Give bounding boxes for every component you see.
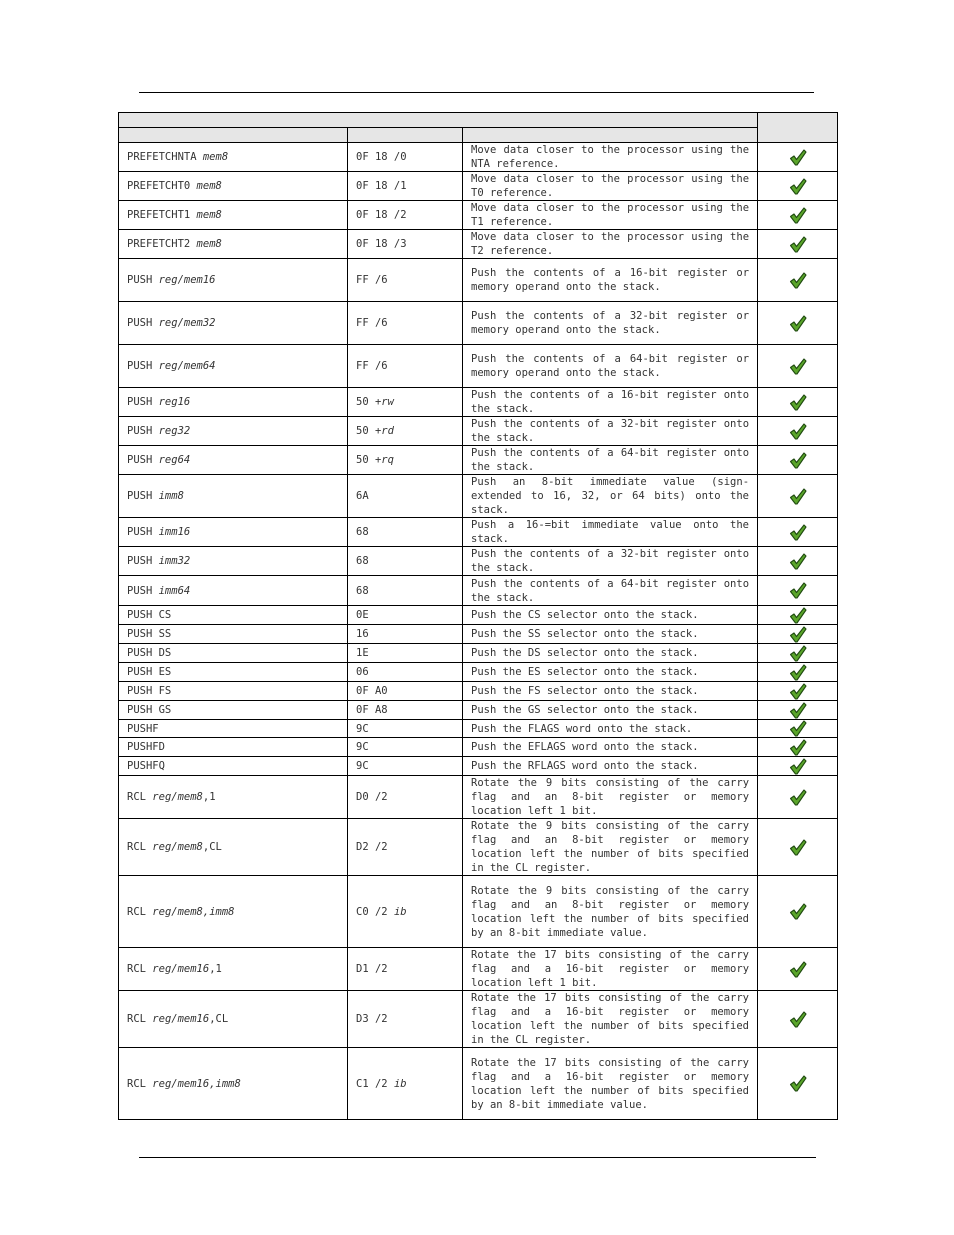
description-cell: Push the CS selector onto the stack. (463, 606, 758, 625)
support-cell (758, 172, 838, 201)
opcode-cell (348, 663, 463, 682)
green-check-icon (789, 789, 807, 806)
opcode-text: FF /6 (356, 317, 388, 329)
table-row (119, 201, 838, 230)
description-cell: Rotate the 9 bits consisting of the carry flag and an 8-bit register or memory location left the number of bits specified by an 8-bit immediate value. (463, 876, 758, 948)
table-row (119, 701, 838, 720)
support-cell (758, 576, 838, 606)
mnemonic-text: PUSHF (127, 722, 159, 735)
mnemonic-cell (119, 518, 348, 547)
operand-text: imm8 (158, 490, 184, 502)
green-check-icon (789, 178, 807, 195)
mnemonic-cell (119, 446, 348, 475)
support-cell (758, 518, 838, 547)
operand-suffix-text: ,1 (209, 963, 222, 975)
table-row (119, 720, 838, 738)
mnemonic-text: RCL (127, 905, 153, 918)
operand-text: reg/mem16,imm8 (152, 1077, 241, 1090)
operand-text: reg/mem8,imm8 (152, 905, 235, 918)
operand-text: imm16 (158, 526, 191, 538)
opcode-cell (348, 682, 463, 701)
opcode-cell (348, 819, 463, 876)
mnemonic-text: RCL (127, 1077, 153, 1090)
table-row (119, 345, 838, 388)
description-cell: Push the contents of a 64-bit register or memory operand onto the stack. (463, 345, 758, 388)
operand-text: reg32 (158, 425, 191, 437)
opcode-cell (348, 547, 463, 576)
mnemonic-cell (119, 682, 348, 701)
green-check-icon (789, 149, 807, 166)
support-cell (758, 606, 838, 625)
green-check-icon (789, 1011, 807, 1028)
description-cell: Push the contents of a 32-bit register onto the stack. (463, 417, 758, 446)
mnemonic-text: RCL (127, 791, 153, 803)
support-cell (758, 259, 838, 302)
green-check-icon (789, 452, 807, 469)
description-cell: Push an 8-bit immediate value (sign-extended to 16, 32, or 64 bits) onto the stack. (463, 475, 758, 518)
support-cell (758, 663, 838, 682)
opcode-text: D0 /2 (356, 791, 388, 803)
mnemonic-text: RCL (127, 963, 153, 975)
description-cell: Push a 16-=bit immediate value onto the stack. (463, 518, 758, 547)
opcode-suffix-text: ib (393, 905, 407, 918)
mnemonic-cell (119, 417, 348, 446)
opcode-text: 0F 18 /3 (356, 238, 407, 250)
mnemonic-cell (119, 143, 348, 172)
mnemonic-text: PUSH (127, 274, 159, 286)
opcode-text: 50 (356, 454, 375, 466)
instruction-table-body (119, 113, 838, 1120)
green-check-icon (789, 961, 807, 978)
mnemonic-cell (119, 576, 348, 606)
operand-text: mem8 (196, 209, 222, 221)
mnemonic-text: PUSH (127, 317, 159, 329)
description-cell: Move data closer to the processor using the T1 reference. (463, 201, 758, 230)
mnemonic-cell (119, 475, 348, 518)
opcode-cell (348, 230, 463, 259)
green-check-icon (789, 626, 807, 643)
mnemonic-text: PUSH ES (127, 666, 172, 678)
mnemonic-text: PUSHFD (127, 741, 165, 753)
mnemonic-text: PUSH SS (127, 628, 172, 640)
support-cell (758, 417, 838, 446)
opcode-text: FF /6 (356, 274, 388, 286)
mnemonic-text: PUSH (127, 555, 159, 567)
operand-text: mem8 (202, 151, 229, 163)
mnemonic-text: PREFETCHT2 (127, 238, 197, 250)
operand-text: reg/mem32 (158, 317, 216, 329)
opcode-text: 9C (356, 722, 369, 735)
green-check-icon (789, 394, 807, 411)
footer-rule (139, 1157, 816, 1158)
mnemonic-text: PUSH (127, 584, 159, 597)
operand-text: reg/mem16 (158, 274, 216, 286)
mnemonic-cell (119, 776, 348, 819)
opcode-text: 0F 18 /1 (356, 180, 407, 192)
mnemonic-text: PUSH DS (127, 647, 172, 659)
operand-text: imm64 (158, 584, 191, 597)
description-cell: Rotate the 17 bits consisting of the carry flag and a 16-bit register or memory location left the number of bits specified by an 8-bit immediate value. (463, 1048, 758, 1120)
green-check-icon (789, 488, 807, 505)
support-cell (758, 701, 838, 720)
operand-text: reg16 (158, 396, 191, 408)
mnemonic-text: PUSH GS (127, 704, 172, 716)
description-cell: Push the contents of a 16-bit register onto the stack. (463, 388, 758, 417)
opcode-cell (348, 302, 463, 345)
opcode-cell (348, 948, 463, 991)
mnemonic-cell (119, 720, 348, 738)
mnemonic-cell (119, 230, 348, 259)
support-cell (758, 345, 838, 388)
table-row (119, 682, 838, 701)
green-check-icon (789, 739, 807, 756)
description-cell: Push the contents of a 32-bit register onto the stack. (463, 547, 758, 576)
support-cell (758, 547, 838, 576)
opcode-cell (348, 876, 463, 948)
mnemonic-cell (119, 201, 348, 230)
operand-text: reg/mem16 (152, 1013, 210, 1025)
operand-text: reg/mem64 (158, 360, 216, 372)
opcode-text: D1 /2 (356, 963, 388, 975)
green-check-icon (789, 423, 807, 440)
table-row (119, 302, 838, 345)
mnemonic-text: PUSHFQ (127, 760, 165, 772)
mnemonic-cell (119, 606, 348, 625)
table-row (119, 738, 838, 757)
table-row (119, 547, 838, 576)
opcode-text: 0F A8 (356, 704, 388, 716)
header-title-cell (119, 113, 758, 128)
opcode-text: 1E (356, 647, 369, 659)
opcode-cell (348, 172, 463, 201)
operand-text: mem8 (196, 180, 222, 192)
table-row (119, 417, 838, 446)
opcode-text: D2 /2 (356, 841, 388, 853)
opcode-text: 0F 18 /0 (356, 151, 407, 163)
green-check-icon (789, 236, 807, 253)
support-cell (758, 230, 838, 259)
mnemonic-text: PUSH (127, 360, 159, 372)
description-cell: Push the RFLAGS word onto the stack. (463, 757, 758, 776)
opcode-text: C0 /2 (356, 905, 394, 918)
mnemonic-text: PUSH (127, 454, 159, 466)
opcode-text: C1 /2 (356, 1077, 394, 1090)
mnemonic-text: PUSH (127, 425, 159, 437)
opcode-cell (348, 606, 463, 625)
description-cell: Move data closer to the processor using the NTA reference. (463, 143, 758, 172)
mnemonic-cell (119, 172, 348, 201)
header-description-cell (463, 128, 758, 143)
support-cell (758, 143, 838, 172)
green-check-icon (789, 553, 807, 570)
mnemonic-text: PUSH (127, 396, 159, 408)
table-row (119, 663, 838, 682)
description-cell: Push the EFLAGS word onto the stack. (463, 738, 758, 757)
mnemonic-cell (119, 625, 348, 644)
mnemonic-cell (119, 345, 348, 388)
table-row (119, 948, 838, 991)
opcode-cell (348, 143, 463, 172)
operand-text: imm32 (158, 555, 191, 567)
table-row (119, 644, 838, 663)
description-cell: Rotate the 9 bits consisting of the carry flag and an 8-bit register or memory location left the number of bits specified in the CL register. (463, 819, 758, 876)
support-cell (758, 1048, 838, 1120)
support-cell (758, 738, 838, 757)
opcode-cell (348, 720, 463, 738)
support-cell (758, 876, 838, 948)
table-row (119, 819, 838, 876)
opcode-text: 68 (356, 526, 369, 538)
mnemonic-text: RCL (127, 1013, 153, 1025)
table-row (119, 757, 838, 776)
header-rule (139, 92, 814, 93)
table-row (119, 518, 838, 547)
mnemonic-text: PUSH FS (127, 685, 172, 697)
description-cell: Push the contents of a 64-bit register onto the stack. (463, 576, 758, 606)
mnemonic-text: PUSH (127, 490, 159, 502)
opcode-cell (348, 991, 463, 1048)
opcode-cell (348, 518, 463, 547)
opcode-text: 50 (356, 396, 375, 408)
green-check-icon (789, 207, 807, 224)
mnemonic-text: PREFETCHT0 (127, 180, 197, 192)
mnemonic-cell (119, 738, 348, 757)
mnemonic-cell (119, 876, 348, 948)
description-cell: Push the FLAGS word onto the stack. (463, 720, 758, 738)
opcode-text: 9C (356, 760, 369, 772)
mnemonic-text: PUSH (127, 526, 159, 538)
mnemonic-text: RCL (127, 841, 153, 853)
opcode-text: 06 (356, 666, 369, 678)
opcode-cell (348, 644, 463, 663)
operand-text: mem8 (196, 238, 222, 250)
support-cell (758, 475, 838, 518)
header-mnemonic-cell (119, 128, 348, 143)
operand-suffix-text: ,1 (202, 791, 216, 803)
description-cell: Push the GS selector onto the stack. (463, 701, 758, 720)
table-row (119, 625, 838, 644)
opcode-cell (348, 345, 463, 388)
green-check-icon (789, 582, 807, 599)
mnemonic-cell (119, 644, 348, 663)
green-check-icon (789, 839, 807, 856)
opcode-text: FF /6 (356, 360, 388, 372)
green-check-icon (789, 524, 807, 541)
table-row (119, 388, 838, 417)
opcode-text: 16 (356, 628, 369, 640)
mnemonic-cell (119, 663, 348, 682)
opcode-text: 0F A0 (356, 685, 388, 697)
table-row (119, 230, 838, 259)
header-support-cell (758, 113, 838, 143)
description-cell: Move data closer to the processor using the T0 reference. (463, 172, 758, 201)
description-cell: Push the DS selector onto the stack. (463, 644, 758, 663)
opcode-cell (348, 417, 463, 446)
opcode-text: 68 (356, 584, 369, 597)
green-check-icon (789, 664, 807, 681)
green-check-icon (789, 903, 807, 920)
mnemonic-cell (119, 547, 348, 576)
mnemonic-cell (119, 259, 348, 302)
table-subheader-row (119, 128, 838, 143)
support-cell (758, 388, 838, 417)
opcode-cell (348, 757, 463, 776)
support-cell (758, 819, 838, 876)
table-header-row (119, 113, 838, 128)
mnemonic-text: PREFETCHT1 (127, 209, 197, 221)
mnemonic-cell (119, 388, 348, 417)
description-cell: Rotate the 17 bits consisting of the carry flag and a 16-bit register or memory location left 1 bit. (463, 948, 758, 991)
opcode-cell (348, 201, 463, 230)
green-check-icon (789, 272, 807, 289)
description-cell: Push the contents of a 32-bit register or memory operand onto the stack. (463, 302, 758, 345)
support-cell (758, 201, 838, 230)
table-row (119, 143, 838, 172)
opcode-text: 50 (356, 425, 375, 437)
opcode-cell (348, 625, 463, 644)
operand-text: reg/mem8 (152, 791, 203, 803)
opcode-cell (348, 475, 463, 518)
description-cell: Push the contents of a 16-bit register or memory operand onto the stack. (463, 259, 758, 302)
mnemonic-cell (119, 302, 348, 345)
description-cell: Rotate the 9 bits consisting of the carry flag and an 8-bit register or memory location left 1 bit. (463, 776, 758, 819)
table-row (119, 606, 838, 625)
operand-text: reg64 (158, 454, 191, 466)
operand-text: reg/mem8 (152, 841, 203, 853)
mnemonic-cell (119, 757, 348, 776)
description-cell: Push the contents of a 64-bit register onto the stack. (463, 446, 758, 475)
support-cell (758, 948, 838, 991)
mnemonic-cell (119, 819, 348, 876)
description-cell: Rotate the 17 bits consisting of the carry flag and a 16-bit register or memory location left the number of bits specified in the CL register. (463, 991, 758, 1048)
green-check-icon (789, 702, 807, 719)
mnemonic-cell (119, 991, 348, 1048)
table-row (119, 776, 838, 819)
opcode-suffix-text: +rw (374, 396, 394, 408)
table-row (119, 991, 838, 1048)
support-cell (758, 446, 838, 475)
operand-suffix-text: ,CL (209, 1013, 229, 1025)
green-check-icon (789, 358, 807, 375)
description-cell: Push the ES selector onto the stack. (463, 663, 758, 682)
support-cell (758, 644, 838, 663)
opcode-cell (348, 259, 463, 302)
opcode-text: 68 (356, 555, 369, 567)
header-opcode-cell (348, 128, 463, 143)
opcode-cell (348, 446, 463, 475)
opcode-cell (348, 1048, 463, 1120)
table-row (119, 576, 838, 606)
description-cell: Push the FS selector onto the stack. (463, 682, 758, 701)
mnemonic-cell (119, 1048, 348, 1120)
support-cell (758, 757, 838, 776)
table-row (119, 446, 838, 475)
opcode-cell (348, 738, 463, 757)
support-cell (758, 720, 838, 738)
support-cell (758, 302, 838, 345)
table-row (119, 475, 838, 518)
green-check-icon (789, 683, 807, 700)
table-row (119, 1048, 838, 1120)
green-check-icon (789, 720, 807, 737)
support-cell (758, 625, 838, 644)
description-cell: Push the SS selector onto the stack. (463, 625, 758, 644)
opcode-text: 6A (356, 490, 369, 502)
green-check-icon (789, 758, 807, 775)
opcode-suffix-text: +rd (374, 425, 394, 437)
table-row (119, 876, 838, 948)
opcode-suffix-text: ib (393, 1077, 407, 1090)
table-row (119, 172, 838, 201)
mnemonic-text: PUSH CS (127, 609, 172, 621)
instruction-table (118, 112, 838, 1120)
opcode-text: D3 /2 (356, 1013, 388, 1025)
green-check-icon (789, 1075, 807, 1092)
green-check-icon (789, 315, 807, 332)
opcode-text: 0E (356, 609, 369, 621)
opcode-cell (348, 388, 463, 417)
table-row (119, 259, 838, 302)
support-cell (758, 991, 838, 1048)
mnemonic-text: PREFETCHNTA (127, 151, 203, 163)
mnemonic-cell (119, 948, 348, 991)
opcode-cell (348, 701, 463, 720)
opcode-text: 0F 18 /2 (356, 209, 407, 221)
opcode-cell (348, 576, 463, 606)
opcode-suffix-text: +rq (374, 454, 394, 466)
operand-text: reg/mem16 (152, 963, 210, 975)
description-cell: Move data closer to the processor using the T2 reference. (463, 230, 758, 259)
operand-suffix-text: ,CL (202, 841, 222, 853)
support-cell (758, 776, 838, 819)
opcode-cell (348, 776, 463, 819)
opcode-text: 9C (356, 741, 369, 753)
mnemonic-cell (119, 701, 348, 720)
green-check-icon (789, 645, 807, 662)
green-check-icon (789, 607, 807, 624)
support-cell (758, 682, 838, 701)
